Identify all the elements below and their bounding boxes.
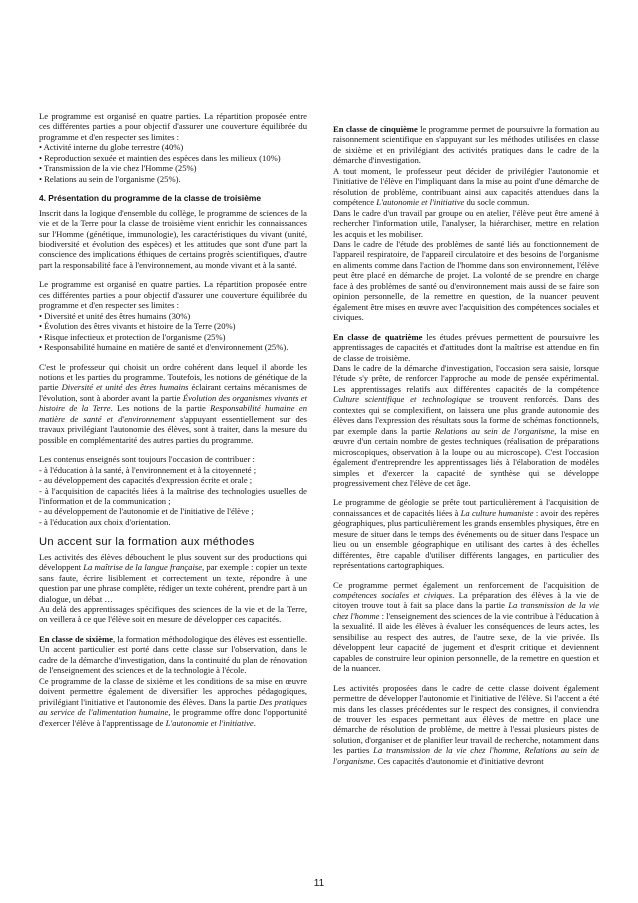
text-block: Dans le cadre d'un travail par groupe ou en atelier, l'élève peut être amené à rechercher l'information utile, l'analyser, la hiérarchiser, mettre en relation les acquis et les mobiliser. — [333, 207, 599, 239]
italic-text: Diversité et unité des êtres humains — [61, 382, 189, 393]
italic-text: L'autonomie et l'initiative — [376, 197, 465, 208]
paragraph-repartition-troisieme — [39, 279, 307, 352]
text-run: A tout moment, le professeur peut décider de privilégier l'autonomie et l'initiative de l'élève en l'impliquant dans la mise au point d'une démarche de résolution de problème, contribuant ainsi aux capacités attendues dans la compétence — [333, 165, 599, 208]
list-item: - au développement des capacités d'expression écrite et orale ; — [39, 475, 253, 486]
text-run: les études prévues permettent de poursuivre les apprentissages de capacités et d'attitudes dont la maîtrise est attendue en fin de classe de troisième. — [333, 331, 599, 363]
text-block — [333, 332, 599, 363]
right-column — [333, 124, 599, 766]
paragraph-productions — [39, 552, 307, 604]
paragraph-cinquieme — [333, 124, 599, 323]
paragraph-repartition-cinquieme — [39, 111, 307, 184]
list-item: • Évolution des êtres vivants et histoire de la Terre (20%) — [39, 321, 236, 332]
list-item: • Activité interne du globe terrestre (40%) — [39, 142, 184, 153]
paragraph-contenus — [39, 454, 307, 527]
list-item: • Reproduction sexuée et maintien des espèces dans les milieux (10%) — [39, 152, 281, 163]
paragraph-au-dela: Au delà des apprentissages spécifiques des sciences de la vie et de la Terre, on veillera à ce que l'élève soit en mesure de développer ces capacités. — [39, 604, 307, 625]
list-item: - à l'éducation aux choix d'orientation. — [39, 516, 171, 527]
paragraph-competences-sociales — [333, 580, 599, 674]
text-run: Dans le cadre de la démarche d'investigation, l'occasion sera saisie, lorsque l'étude s'y prête, de renforcer l'approche au mode de pensée expérimental. Les apprentissages relatifs aux différentes capacités de la compétence — [333, 362, 599, 394]
italic-text: La culture humaniste — [460, 507, 534, 518]
paragraph-quatrieme — [333, 332, 599, 489]
text-run: , la formation méthodologique des élèves est essentielle. Un accent particulier est porté dans cette classe sur l'observation, dans le cadre de la démarche d'investigation, dans la continuité du plan de rénovation de l'enseignement des sciences et de la technologie à l'école. — [39, 633, 307, 676]
italic-text: Relations au sein de l'organisme — [434, 425, 555, 436]
text-run: . Ces capacités d'autonomie et d'initiative devront — [373, 755, 544, 766]
paragraph-activites — [333, 683, 599, 767]
text-run: Les activités des élèves débouchent le plus souvent sur des productions qui développent — [39, 551, 307, 573]
text-run: . Les notions de la partie — [110, 403, 211, 414]
list-item: • Risque infectieux et protection de l'organisme (25%) — [39, 331, 226, 342]
paragraph-sixieme — [39, 634, 307, 676]
text-run: , par exemple : copier un texte sans faute, écrire lisiblement et correctement un texte, répondre à une question par une phrase complète, rédiger un texte cohérent, prendre part à un dialogue, un débat … — [39, 562, 307, 604]
italic-text: Évolution des organismes vivants et histoire de la Terre — [39, 392, 307, 414]
paragraph-geologie — [333, 497, 599, 570]
text-run: du socle commun. — [464, 197, 530, 208]
italic-text: La transmission de la vie chez l'homme — [373, 745, 519, 756]
bold-text: En classe de cinquième — [333, 124, 418, 134]
italic-text: L'autonomie et l'initiative — [165, 717, 254, 728]
paragraph-sixieme-suite — [39, 676, 307, 728]
bold-text: En classe de quatrième — [333, 331, 423, 342]
text-run: , le programme offre donc l'opportunité d'exercer l'élève à l'apprentissage de — [39, 707, 307, 728]
paragraph-text: Le programme est organisé en quatre parties. La répartition proposée entre ces différentes parties a pour objectif d'assurer une couverture équilibrée du programme et d'en respecter ses limites : — [39, 111, 307, 142]
list-item: • Relations au sein de l'organisme (25%). — [39, 173, 181, 184]
text-block — [333, 166, 599, 208]
text-run: se trouvent renforcés. Dans des contextes qui se complexifient, on laissera une plus grande autonomie des élèves dans l'expression des résultats sous la forme de schémas fonctionnels, par exemple dans la partie — [333, 394, 599, 436]
left-column — [39, 111, 307, 728]
italic-text: Relations au sein de l'organisme — [333, 745, 599, 766]
text-run: : l'enseignement des sciences de la vie contribue à l'éducation à la sexualité. Il aide les élèves à évaluer les conséquences de leurs actes, les sensibilise au respect des autres, de l'autre sexe, de la vie privée. Ils développent leur capacité de jugement et d'esprit critique et deviennent capables de construire leur opinion personnelle, de la remettre en question et de la nuancer. — [333, 610, 599, 674]
list-item: - au développement de l'autonomie et de l'initiative de l'élève ; — [39, 506, 254, 517]
italic-text: Des pratiques au service de l'alimentation humaine — [39, 696, 307, 718]
list-item: • Transmission de la vie chez l'Homme (25%) — [39, 163, 197, 174]
section-heading-4: 4. Présentation du programme de la classe de troisième — [39, 193, 262, 204]
text-run: Ce programme de la classe de sixième et les conditions de sa mise en œuvre doivent permettre également de diversifier les approches pédagogiques, privilégiant l'initiative et l'autonomie des élèves. Dans la partie — [39, 675, 307, 707]
list-item: • Responsabilité humaine en matière de santé et d'environnement (25%). — [39, 342, 289, 353]
italic-text: Culture scientifique et technologique — [333, 394, 471, 405]
bold-text: En classe de sixième — [39, 633, 113, 644]
text-run: éclairant certains mécanismes de l'évolution, sont à aborder avant la partie — [39, 382, 307, 403]
text-block: Dans le cadre de l'étude des problèmes de santé liés au fonctionnement de l'appareil respiratoire, de l'appareil circulatoire et des besoins de l'organisme en aliments comme dans l'action de l'homme dans son environnement, l'élève peut être placé en démarche de projet. La volonté de se prendre en charge face à des problèmes de santé ou d'environnement mais aussi de se faire son opinion personnelle, de la remettre en question, de la nuancer peuvent également être mises en œuvre avec l'acquisition des compétences sociales et civiques. — [333, 238, 599, 323]
text-block — [333, 363, 599, 488]
paragraph-text: Les contenus enseignés sont toujours l'occasion de contribuer : — [39, 454, 255, 465]
text-run: le programme permet de poursuivre la formation au raisonnement scientifique en s'appuyant sur les méthodes utilisées en classe de sixième et en privilégiant des activités pratiques dans le cadre de la démarche d'investigation. — [333, 124, 599, 166]
italic-text: La transmission de la vie chez l'homme — [333, 600, 600, 621]
text-run: . La préparation des élèves à la vie de citoyen trouve tout à fait sa place dans la partie — [333, 590, 599, 611]
list-item: • Diversité et unité des êtres humains (30%) — [39, 310, 191, 321]
italic-text: Responsabilité humaine en matière de santé et d'environnement — [39, 403, 308, 424]
text-run: Ce programme permet également un renforcement de l'acquisition de — [333, 579, 599, 590]
text-run: . — [253, 717, 256, 728]
section-title-methodes: Un accent sur la formation aux méthodes — [39, 536, 255, 549]
italic-text: compétences sociales et civiques — [333, 590, 453, 601]
paragraph-text: Le programme est organisé en quatre parties. La répartition proposée entre ces différentes parties a pour objectif d'assurer une couverture équilibrée du programme et d'en respecter ses limites : — [39, 279, 307, 311]
list-item: - à l'éducation à la santé, à l'environnement et à la citoyenneté ; — [39, 464, 257, 475]
text-run: Les activités proposées dans le cadre de cette classe doivent également permettre de développer l'autonomie et l'initiative de l'élève. Si l'accent a été mis dans les classes précédentes sur le respect des consignes, il conviendra de trouver les espaces permettant aux élèves de mettre en place une démarche de résolution de problème, de mettre à l'essai plusieurs pistes de solution, d'organiser et de planifier leur travail de recherche, notamment dans les parties — [333, 682, 599, 756]
paragraph-ordre-notions — [39, 362, 307, 446]
text-block — [333, 124, 599, 166]
paragraph-presentation-troisieme: Inscrit dans la logique d'ensemble du collège, le programme de sciences de la vie et de la Terre pour la classe de troisième vient enrichir les connaissances sur l'Homme (génétique, immunologie), les caractéristiques du vivant (unité, biodiversité et évolution des espèces) et les attitudes que sont d'une part la conscience des implications éthiques de certains progrès scientifiques, d'autre part la responsabilité face à l'environnement, au monde vivant et à la santé. — [39, 207, 307, 270]
text-run: : avoir des repères géographiques, plus particulièrement les grands ensembles physiques, être en mesure de situer dans le temps des événements ou de situer dans l'espace un lieu ou un ensemble géographique en utilisant des cartes à des échelles différentes, être capable d'utiliser différents langages, en particulier des représentations cartographiques. — [333, 507, 600, 571]
page-number: 11 — [313, 878, 325, 889]
text-run: s'appuyant essentiellement sur des travaux privilégiant l'autonomie des élèves, sont à traiter, dans la mesure du possible en complémentarité des autres parties du programme. — [39, 413, 307, 445]
list-item: - à l'acquisition de capacités liées à la maîtrise des technologies usuelles de l'information et de la communication ; — [39, 485, 307, 506]
text-run: Le programme de géologie se prête tout particulièrement à l'acquisition de connaissances et de capacités liées à — [333, 497, 599, 518]
text-run: , — [518, 745, 525, 756]
text-run: , la mise en œuvre d'un certain nombre de gestes techniques (réalisation de préparations microscopiques, observation à la loupe ou au microscope). C'est l'occasion également d'entreprendre les apprentissages liés à l'élaboration de modèles simples et d'exercer la capacité de synthèse qui se développe progressivement chez l'élève de cet âge. — [333, 425, 600, 488]
italic-text: La maîtrise de la langue française — [83, 562, 203, 573]
text-run: C'est le professeur qui choisit un ordre cohérent dans lequel il aborde les notions et les parties du programme. Toutefois, les notions de génétique de la partie — [39, 361, 307, 393]
